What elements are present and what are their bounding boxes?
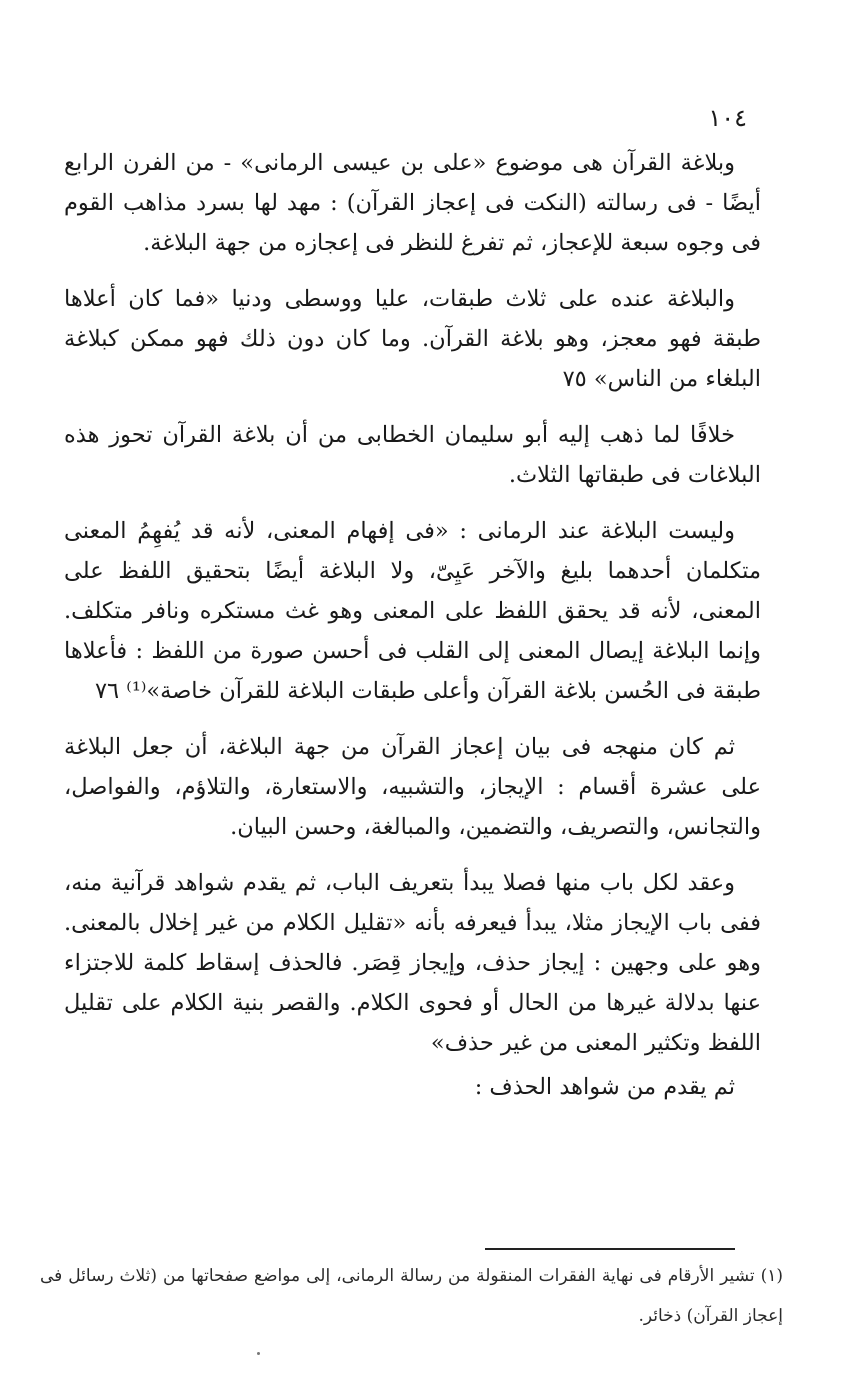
- paragraph-ten-divisions: ثم كان منهجه فى بيان إعجاز القرآن من جهة البلاغة، أن جعل البلاغة على عشرة أقسام : الإيجاز، والتشبيه، والاستعارة، والتلاؤم، والفواصل، والتجانس، والتصريف، والتضمين، والمبالغة، وحسن البيان.: [64, 734, 761, 840]
- closing-line: ثم يقدم من شواهد الحذف :: [474, 1074, 735, 1100]
- paragraph-balagha-definition: وليست البلاغة عند الرمانى : «فى إفهام المعنى، لأنه قد يُفهِمُ المعنى متكلمان أحدهما بليغ والآخر عَيِىّ، ولا البلاغة أيضًا بتحقيق اللفظ على المعنى، لأنه قد يحقق اللفظ على المعنى وهو غث مستكره ونافر متكلف. وإنما البلاغة إيصال المعنى إلى القلب فى أحسن صورة من اللفظ : فأعلاها طبقة فى الحُسن بلاغة القرآن وأعلى طبقات البلاغة للقرآن خاصة»⁽¹⁾ ٧٦: [64, 518, 761, 704]
- paragraph-ijaz-chapter: وعقد لكل باب منها فصلا يبدأ بتعريف الباب، ثم يقدم شواهد قرآنية منه، ففى باب الإيجاز مثلا، يبدأ فيعرفه بأنه «تقليل الكلام من غير إخلال بالمعنى. وهو على وجهين : إيجاز حذف، وإيجاز قِصَر. فالحذف إسقاط كلمة للاجتزاء عنها بدلالة غيرها من الحال أو فحوى الكلام. والقصر بنية الكلام على تقليل اللفظ وتكثير المعنى من غير حذف»: [64, 870, 761, 1056]
- paragraph-rummani-intro: وبلاغة القرآن هى موضوع «على بن عيسى الرمانى» - من الفرن الرابع أيضًا - فى رسالته (النكت فى إعجاز القرآن) : مهد لها بسرد مذاهب القوم فى وجوه سبعة للإعجاز، ثم تفرغ للنظر فى إعجازه من جهة البلاغة.: [64, 150, 761, 256]
- scan-speck: [257, 1352, 260, 1355]
- paragraph-balagha-levels: والبلاغة عنده على ثلاث طبقات، عليا ووسطى ودنيا «فما كان أعلاها طبقة فهو معجز، وهو بلاغة القرآن. وما كان دون ذلك فهو ممكن كبلاغة البلغاء من الناس» ٧٥: [64, 286, 761, 392]
- page-number: ١٠٤: [708, 104, 747, 132]
- paragraph-khattabi-contrast: خلافًا لما ذهب إليه أبو سليمان الخطابى من أن بلاغة القرآن تحوز هذه البلاغات فى طبقاتها الثلاث.: [64, 422, 761, 488]
- footnote-divider: [485, 1248, 735, 1250]
- footnote: (١) تشير الأرقام فى نهاية الفقرات المنقولة من رسالة الرمانى، إلى مواضع صفحاتها من (ثلاث رسائل فى إعجاز القرآن) ذخائر.: [40, 1266, 783, 1326]
- body-text: [64, 143, 761, 1107]
